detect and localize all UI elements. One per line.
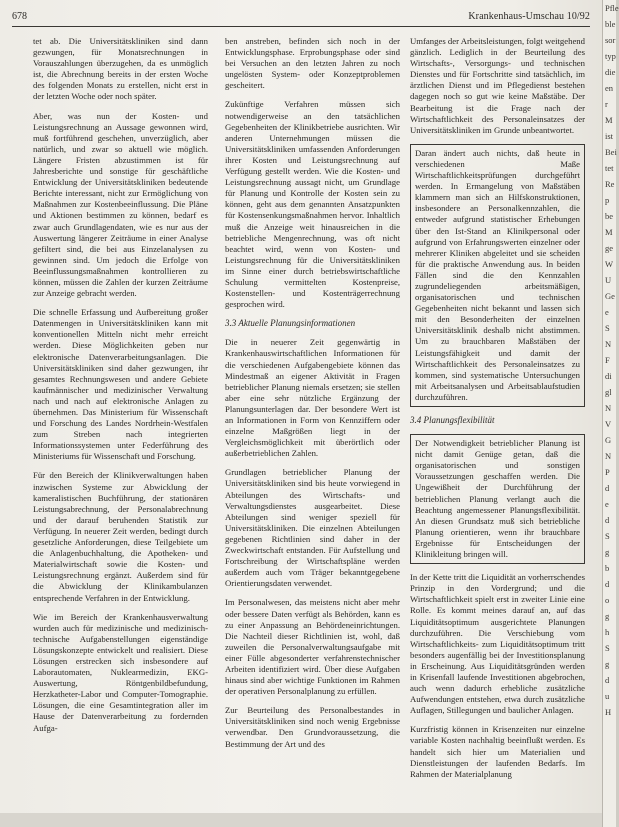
adjacent-page-fragment: d <box>605 515 610 525</box>
adjacent-page-fragment: typ <box>605 51 616 61</box>
adjacent-page-fragment: e <box>605 499 609 509</box>
adjacent-page-fragment: d <box>605 483 610 493</box>
adjacent-page-fragment: g <box>605 659 610 669</box>
adjacent-page-fragment: d <box>605 579 610 589</box>
adjacent-page-fragment: N <box>605 403 612 413</box>
adjacent-page-fragment: M <box>605 115 613 125</box>
adjacent-page-fragment: g <box>605 611 610 621</box>
adjacent-page-fragment: Pfle <box>605 3 619 13</box>
text-column-1 <box>33 36 208 742</box>
boxed-paragraph: Daran ändert auch nichts, daß heute in verschiedenen Maße Wirtschaftlichkeitsprüfungen durchgeführt werden. In Ermangelung von Maßstäben klammern man sich an Hilfskonstruktionen, insbesondere an Personalkennzahlen, die entweder aufgrund statistischer Erhebungen über den Ist-Stand an Klinikpersonal oder aufgrund von Erfahrungswerten einzelner oder mehrerer Kliniken abgeleitet und sie scheiden für die praktische Anwendung aus. In beiden Fällen sind die den Kennzahlen zugrundeliegenden arbeitsmäßigen, organisatorischen und technischen Gegebenheiten nicht bekannt und lassen sich mit den Besonderheiten der einzelnen Universitätsklinik deshalb nicht abstimmen. Um zu brauchbaren Maßstäben der Leistungsfähigkeit und damit der Wirtschaftlichkeit des Personaleinsatzes zu kommen, sind systematische Untersuchungen mit Arbeitsanalysen und Arbeitsablaufstudien durchzuführen. <box>410 144 585 407</box>
adjacent-page-fragment: N <box>605 451 612 461</box>
adjacent-page-fragment: Ge <box>605 291 615 301</box>
paragraph: ben anstreben, befinden sich noch in der Entwicklungsphase. Erprobungsphase oder sind bei Versuchen an den letzten Jahren zu noch ungelösten System- oder Konzeptproblemen gescheitert. <box>225 36 400 91</box>
adjacent-page-fragment: r <box>605 99 608 109</box>
paragraph: Die schnelle Erfassung und Aufbereitung großer Datenmengen in Universitätskliniken kann mit konventionellen Mitteln nicht mehr erreicht werden. Diese Möglichkeiten geben nur elektronische Datenverarbeitungsanlagen. Die Universitätskliniken sind daher gezwungen, ihr gesamtes Rechnungswesen und andere Gebiete kaufmännischer und medizinischer Verwaltung nach und nach auf elektronische Anlagen zu übernehmen. Das Ministerium für Wissenschaft und Forschung des Landes Nordrhein-Westfalen zum Streben nach integrierten Informationssystemen unter Federführung des Ministeriums für Wissenschaft und Forschung. <box>33 307 208 462</box>
adjacent-page-fragment: ble <box>605 19 616 29</box>
adjacent-page-fragment: Re <box>605 179 615 189</box>
paragraph: Umfanges der Arbeitsleistungen, folgt weitgehend gänzlich. Lediglich in der Beurteilung des Wirtschafts-, Versorgungs- und technischen Dienstes und für Fortschritte sind tatsächlich, im ärztlichen Dienst und im Pflegedienst bestehen dagegen noch so gut wie keine Maßstäbe. Der Bearbeitung ist die Frage nach der Wirtschaftlichkeit des Personaleinsatzes der Universitätskliniken im Grunde unbeantwortet. <box>410 36 585 135</box>
adjacent-page-fragment: o <box>605 595 610 605</box>
adjacent-page-fragment: en <box>605 83 614 93</box>
adjacent-page-fragment: ge <box>605 243 614 253</box>
adjacent-page-fragment: U <box>605 275 612 285</box>
paragraph: tet ab. Die Universitätskliniken sind dann gezwungen, für Monatsrechnungen in Vorauszahlungen überzugehen, da es unmöglich ist, die Abrechnung bereits in der ersten Woche des folgenden Monats zu erstellen, nicht erst in der letzten Woche oder noch später. <box>33 36 208 102</box>
adjacent-page-fragment: di <box>605 371 612 381</box>
paragraph: Grundlagen betrieblicher Planung der Universitätskliniken sind bis heute vorwiegend in Abteilungen des Wirtschafts- und Verwaltungsdienstes ausgearbeitet. Diese Abteilungen sind weniger speziell für Universitätskliniken. Die einzelnen Abteilungen gegebenen Richtlinien sind daher in der Zweckwirtschaft entstanden. Für Aufstellung und Fortschreibung der Wirtschaftspläne werden außerdem auch vom Träger bekanntgegebene Orientierungsdaten verwendet. <box>225 467 400 589</box>
adjacent-page-fragment: H <box>605 707 612 717</box>
adjacent-page-fragment: S <box>605 323 610 333</box>
adjacent-page-fragment: die <box>605 67 616 77</box>
adjacent-page-fragment: N <box>605 339 612 349</box>
text-column-3 <box>410 36 585 788</box>
adjacent-page-fragment: P <box>605 467 610 477</box>
paragraph: Zur Beurteilung des Personalbestandes in Universitätskliniken sind noch wenig Ergebnisse verwendbar. Den Grundvoraussetzung, die Bestimmung der Art und des <box>225 705 400 749</box>
paragraph: Aber, was nun der Kosten- und Leistungsrechnung an Aussage gewonnen wird, muß fortführend geschehen, unverzüglich, aber natürlich, und zwar so aktuell wie möglich. Längere Fristen abzustimmen ist für Jahresberichte und sonstige für geschäftliche Entwicklung der Universitätskliniken bedeutende Berichte interessant, nicht zur Ermöglichung von Maßnahmen zur Kostenbeeinflussung. Die Pläne und Aktionen bestimmen zu können, bedarf es zwar auch Grundlagendaten, wie es nur aus der Auswertung längerer Zeiträume in einer Analyse gefiltert sind, die bei aus Einzelanalysen zu gewinnen sind. Um jedoch die Erfolge von Beeinflussungsmaßnahmen kontrollieren zu können, müssen die Zahlen der kurzen Zeiträume zur Anzeige gebracht werden. <box>33 110 208 299</box>
paragraph: In der Kette tritt die Liquidität an vorherrschendes Prinzip in den Vordergrund; und die Wirtschaftlichkeit spielt erst in zweiter Linie eine Rolle. Es kommt meines darauf an, auf das Liquiditätsoptimum ausgerichtete Planungen durchzuführen. Die Verschiebung vom Wirtschaftlichkeits- zum Liquiditätsoptimum tritt besonders augenfällig bei der Investitionsplanung in Erscheinung. Aus Liquiditätsgründen werden in Krisenfall laufende Investitionen abgebrochen, auch wenn dadurch erhebliche zusätzliche Aufwendungen entstehen, etwa durch zusätzliche Auflagen, Stillegungen und baulicher Anlagen. <box>410 572 585 716</box>
adjacent-page-fragment: S <box>605 643 610 653</box>
adjacent-page-fragment: p <box>605 195 610 205</box>
adjacent-page-fragment: ist <box>605 131 614 141</box>
adjacent-page-fragment: be <box>605 211 614 221</box>
paragraph: Kurzfristig können in Krisenzeiten nur einzelne variable Kosten nachhaltig beeinflußt werden. Es handelt sich hier um Materialien und Dienstleistungen der laufenden Bedarfs. Im Rahmen der Materialplanung <box>410 724 585 779</box>
adjacent-page-fragment: M <box>605 227 613 237</box>
page-number: 678 <box>12 11 27 22</box>
adjacent-page-fragment: h <box>605 627 610 637</box>
adjacent-page-fragment: Bei <box>605 147 617 157</box>
adjacent-page-fragment: G <box>605 435 612 445</box>
paragraph: Zukünftige Verfahren müssen sich notwendigerweise an den tatsächlichen Gegebenheiten der Klinikbetriebe ausrichten. Wir anderen Unternehmungen müssen die Universitätskliniken umfassenden Anforderungen ihrer Kosten und Leistungsrechnung auf Verfügung gestellt werden. Wie die Kosten- und Leistungsrechnung aussagt nicht, um Grundlage für Planung und Kontrolle der Kosten sein zu können, geht aus dem genannten Ansatzpunkten für Kostensenkungsmaßnahmen hervor. Inhaltlich muß die Anzeige weit hinausreichen in die betriebliche Mengenrechnung, was oft nicht beachtet wird, wenn von Kosten- und Leistungsrechnung für die Universitätskliniken im Sinne einer durch betriebswirtschaftliche Schulung vermittelten Kostenpreise, Kostenstellen- und Kostenträgerrechnung gesprochen wird. <box>225 99 400 310</box>
adjacent-page-fragment: gl <box>605 387 612 397</box>
header-rule <box>12 26 590 27</box>
paragraph: Die in neuerer Zeit gegenwärtig in Krankenhauswirtschaftlichen Informationen für die verschiedenen Aufgabengebiete können das Mindestmaß an eigener Aktivität in Fragen betrieblicher Planung niemals ersetzen; sie stellen aber eine sehr nützliche Ergänzung der Planungsunterlagen dar. Der besondere Wert ist an Informationen in Form von Kennziffern oder einzelne Maßgrößen liegt in der Vergleichsmöglichkeit mit überörtlich oder außerbetrieblichen Zahlen. <box>225 337 400 459</box>
running-title: Krankenhaus-Umschau 10/92 <box>468 11 590 22</box>
adjacent-page-edge <box>602 0 619 827</box>
adjacent-page-fragment: g <box>605 547 610 557</box>
adjacent-page-fragment: e <box>605 307 609 317</box>
paragraph: Wie im Bereich der Krankenhausverwaltung wurden auch für medizinische und medizinisch-technische Aufgabenstellungen eigenständige Lösungskonzepte entwickelt und realisiert. Diese Lösungen erstrecken sich insbesondere auf Laborautomaten, Nuklearmedizin, EKG-Auswertung, Röntgenbildbefundung, Herzkatheter-Labor und Computer-Tomographie. Lösungen, die eine Gesamtintegration aller im Hause der Datenverarbeitung zu fordernden Aufga- <box>33 611 208 733</box>
adjacent-page-fragment: sor <box>605 35 616 45</box>
section-heading: 3.3 Aktuelle Planungsinformationen <box>225 318 356 329</box>
adjacent-page-fragment: W <box>605 259 614 269</box>
adjacent-page-fragment: u <box>605 691 610 701</box>
page-bottom-edge <box>0 813 602 827</box>
adjacent-page-fragment: V <box>605 419 612 429</box>
section-heading: 3.4 Planungsflexibilität <box>410 415 495 425</box>
page-header <box>12 11 590 25</box>
adjacent-page-fragment: b <box>605 563 610 573</box>
paragraph: Im Personalwesen, das meistens nicht aber mehr oder bessere Daten verfügt als Behörden, kann es zu einer Anpassung an Behördeneinrichtungen. Die Nachteil dieser Richtlinien ist, wohl, daß zuweilen die Personalverwaltungsaufgabe mit einer Fülle abgesonderter verfahrenstechnischer Arbeiten identifiziert wird. Über diese Aufgaben hinaus sind aber wichtige Funktionen im Rahmen der operativen Personalplanung zu erfüllen. <box>225 597 400 697</box>
adjacent-page-fragment: S <box>605 531 610 541</box>
text-column-2 <box>225 36 400 758</box>
boxed-paragraph: Der Notwendigkeit betrieblicher Planung ist nicht damit Genüge getan, daß die organisatorischen und sonstigen Voraussetzungen geschaffen werden. Die Ungewißheit der Durchführung der betrieblichen Planung verlangt auch die Beachtung angemessener Planungsflexibilität. An diesen Grundsatz muß sich betriebliche Planung orientieren, wenn ihr brauchbare Ergebnisse für Entscheidungen der Klinikleitung bringen will. <box>410 434 585 564</box>
paragraph: Für den Bereich der Klinikverwaltungen haben inzwischen Systeme zur Abwicklung der kameralistischen Buchführung, der stationären Leistungsabrechnung, der Personalabrechnung und der darauf beruhenden Statistik zur Verfügung. In neuerer Zeit werden, bedingt durch gesetzliche Anforderungen, diese Teilgebiete um die Anlagenbuchhaltung, die Apotheken- und Materialwirtschaft sowie die Kosten- und Leistungsrechnung ergänzt. Außerdem sind für die Abwicklung der Klinikambulanzen entsprechende Verfahren in der Entwicklung. <box>33 470 208 603</box>
adjacent-page-fragment: tet <box>605 163 614 173</box>
adjacent-page-fragment: d <box>605 675 610 685</box>
adjacent-page-fragment: F <box>605 355 610 365</box>
